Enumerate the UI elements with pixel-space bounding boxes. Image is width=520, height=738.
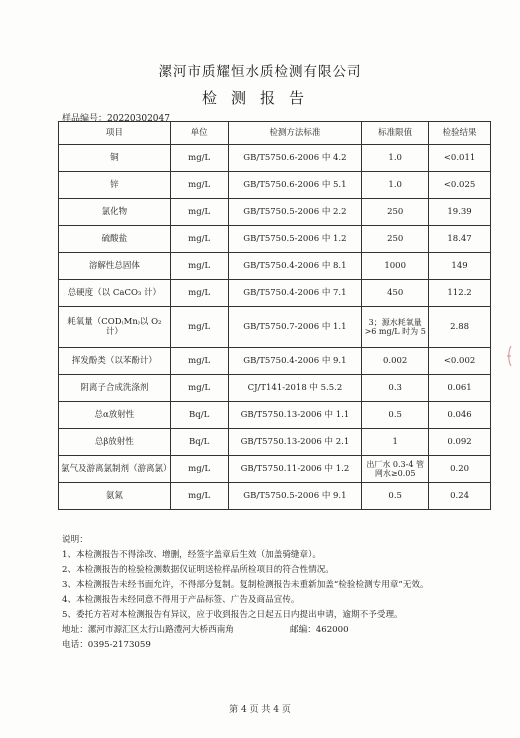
cell-result: 0.092 bbox=[429, 429, 491, 456]
cell-unit: mg/L bbox=[170, 348, 228, 375]
cell-limit: 250 bbox=[362, 226, 429, 253]
cell-method: GB/T5750.11-2006 中 1.2 bbox=[228, 456, 362, 483]
cell-limit: 450 bbox=[362, 280, 429, 307]
cell-result: 112.2 bbox=[429, 280, 491, 307]
table-row bbox=[59, 280, 491, 307]
cell-limit: 0.5 bbox=[362, 402, 429, 429]
cell-result: 19.39 bbox=[429, 199, 491, 226]
cell-method: GB/T5750.4-2006 中 9.1 bbox=[228, 348, 362, 375]
cell-item: 铜 bbox=[59, 145, 171, 172]
table-row bbox=[59, 456, 491, 483]
table-row bbox=[59, 226, 491, 253]
cell-limit: 0.3 bbox=[362, 375, 429, 402]
cell-method: GB/T5750.5-2006 中 9.1 bbox=[228, 483, 362, 510]
phone: 电话：0395-2173059 bbox=[62, 640, 151, 650]
cell-result: 0.24 bbox=[429, 483, 491, 510]
cell-item: 硫酸盐 bbox=[59, 226, 171, 253]
table-row bbox=[59, 375, 491, 402]
table-row bbox=[59, 348, 491, 375]
notes-heading: 说明： bbox=[62, 535, 88, 545]
table-row bbox=[59, 253, 491, 280]
column-header-result: 检验结果 bbox=[429, 122, 491, 145]
cell-method: GB/T5750.13-2006 中 1.1 bbox=[228, 402, 362, 429]
cell-result: 0.20 bbox=[429, 456, 491, 483]
cell-unit: mg/L bbox=[170, 456, 228, 483]
cell-unit: mg/L bbox=[170, 375, 228, 402]
column-header-unit: 单位 bbox=[170, 122, 228, 145]
cell-item: 溶解性总固体 bbox=[59, 253, 171, 280]
cell-limit: 1 bbox=[362, 429, 429, 456]
cell-method: GB/T5750.5-2006 中 2.2 bbox=[228, 199, 362, 226]
cell-result: 0.046 bbox=[429, 402, 491, 429]
cell-unit: Bq/L bbox=[170, 429, 228, 456]
cell-result: <0.011 bbox=[429, 145, 491, 172]
cell-unit: mg/L bbox=[170, 172, 228, 199]
cell-limit: 250 bbox=[362, 199, 429, 226]
cell-result: 2.88 bbox=[429, 307, 491, 348]
cell-limit: 0.002 bbox=[362, 348, 429, 375]
cell-item: 氯化物 bbox=[59, 199, 171, 226]
note-item: 4、本检测报告未经同意不得用于产品标签、广告及商品宣传。 bbox=[62, 595, 300, 605]
address-row bbox=[62, 623, 502, 638]
column-header-method: 检测方法标准 bbox=[228, 122, 362, 145]
cell-unit: mg/L bbox=[170, 199, 228, 226]
cell-item: 总β放射性 bbox=[59, 429, 171, 456]
cell-method: GB/T5750.6-2006 中 5.1 bbox=[228, 172, 362, 199]
table-header-row bbox=[59, 122, 491, 145]
cell-item: 锌 bbox=[59, 172, 171, 199]
cell-unit: mg/L bbox=[170, 226, 228, 253]
cell-method: CJ/T141-2018 中 5.5.2 bbox=[228, 375, 362, 402]
cell-limit: 1.0 bbox=[362, 145, 429, 172]
cell-item: 挥发酚类（以苯酚计） bbox=[59, 348, 171, 375]
cell-item: 总硬度（以 CaCO₃ 计） bbox=[59, 280, 171, 307]
column-header-limit: 标准限值 bbox=[362, 122, 429, 145]
cell-item: 阴离子合成洗涤剂 bbox=[59, 375, 171, 402]
cell-method: GB/T5750.4-2006 中 7.1 bbox=[228, 280, 362, 307]
cell-unit: mg/L bbox=[170, 253, 228, 280]
cell-unit: mg/L bbox=[170, 483, 228, 510]
notes-section bbox=[62, 533, 502, 653]
cell-unit: mg/L bbox=[170, 307, 228, 348]
postcode: 邮编：462000 bbox=[290, 625, 349, 635]
cell-method: GB/T5750.13-2006 中 2.1 bbox=[228, 429, 362, 456]
cell-result: <0.025 bbox=[429, 172, 491, 199]
cell-result: 149 bbox=[429, 253, 491, 280]
cell-item: 氨氮 bbox=[59, 483, 171, 510]
page-number: 第 4 页 共 4 页 bbox=[229, 705, 291, 715]
company-name: 漯河市质耀恒水质检测有限公司 bbox=[158, 64, 362, 80]
results-table bbox=[58, 121, 491, 510]
note-item: 5、委托方若对本检测报告有异议，应于收到报告之日起五日内提出申请，逾期不予受理。 bbox=[62, 610, 403, 620]
seal-edge-mark-icon bbox=[505, 345, 513, 367]
cell-unit: mg/L bbox=[170, 145, 228, 172]
cell-result: 0.061 bbox=[429, 375, 491, 402]
cell-item: 耗氧量（COD₍Mn₎以 O₂ 计） bbox=[59, 307, 171, 348]
cell-unit: mg/L bbox=[170, 280, 228, 307]
cell-limit: 3；源水耗氧量>6 mg/L 时为 5 bbox=[362, 307, 429, 348]
column-header-item: 项目 bbox=[59, 122, 171, 145]
cell-item: 氯气及游离氯制剂（游离氯） bbox=[59, 456, 171, 483]
cell-result: <0.002 bbox=[429, 348, 491, 375]
report-title: 检测报告 bbox=[201, 89, 318, 107]
table-row bbox=[59, 483, 491, 510]
note-item: 3、本检测报告未经书面允许，不得部分复制。复制检测报告未重新加盖“检验检测专用章”无效。 bbox=[62, 580, 429, 590]
table-row bbox=[59, 199, 491, 226]
table-row bbox=[59, 172, 491, 199]
address: 地址：漯河市源汇区太行山路澧河大桥西南角 bbox=[62, 625, 234, 635]
cell-method: GB/T5750.7-2006 中 1.1 bbox=[228, 307, 362, 348]
cell-result: 18.47 bbox=[429, 226, 491, 253]
table-row bbox=[59, 145, 491, 172]
cell-unit: Bq/L bbox=[170, 402, 228, 429]
cell-limit: 出厂水 0.3-4 管网水≥0.05 bbox=[362, 456, 429, 483]
cell-method: GB/T5750.6-2006 中 4.2 bbox=[228, 145, 362, 172]
cell-limit: 1.0 bbox=[362, 172, 429, 199]
cell-method: GB/T5750.4-2006 中 8.1 bbox=[228, 253, 362, 280]
note-item: 2、本检测报告的检验检测数据仅证明送检样品所检项目的符合性情况。 bbox=[62, 565, 334, 575]
table-row bbox=[59, 307, 491, 348]
sample-number: 样品编号：20220302047 bbox=[62, 114, 170, 124]
cell-limit: 1000 bbox=[362, 253, 429, 280]
cell-item: 总α放射性 bbox=[59, 402, 171, 429]
cell-method: GB/T5750.5-2006 中 1.2 bbox=[228, 226, 362, 253]
note-item: 1、本检测报告不得涂改、增删，经签字盖章后生效（加盖骑缝章）。 bbox=[62, 550, 321, 560]
table-row bbox=[59, 429, 491, 456]
table-row bbox=[59, 402, 491, 429]
cell-limit: 0.5 bbox=[362, 483, 429, 510]
